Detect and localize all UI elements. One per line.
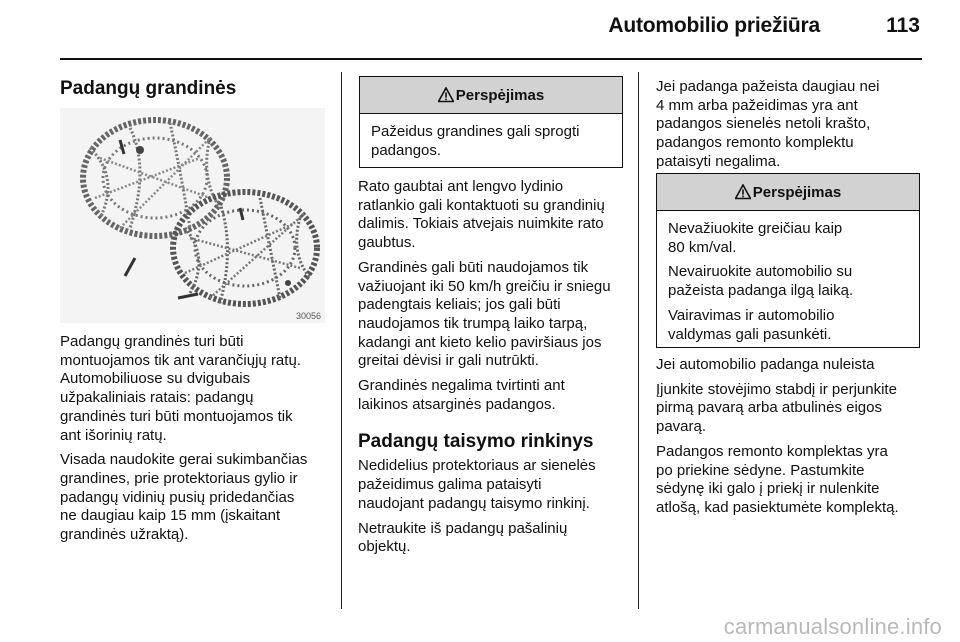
warning-title: Perspėjimas bbox=[752, 183, 842, 201]
warning-text: Vairavimas ir automobilio valdymas gali pasunkėti. bbox=[668, 306, 835, 343]
paragraph: Jei automobilio padanga nuleista bbox=[656, 356, 875, 373]
warning-text: Nevažiuokite greičiau kaip 80 km/val. bbox=[668, 220, 843, 256]
right-column-text bbox=[656, 356, 936, 524]
watermark: carmanualsonline.info bbox=[723, 614, 942, 639]
column-divider-right bbox=[638, 72, 639, 609]
column-divider-left bbox=[341, 72, 342, 609]
paragraph: Padangos remonto komplektas yra po priekine sėdyne. Pastumkite sėdynę iki galo į priekį ir nulenkite atlošą, kad pasiektumėte komplektą. bbox=[656, 442, 899, 516]
warning-title: Perspėjimas bbox=[455, 86, 545, 104]
warning-header bbox=[657, 174, 919, 211]
warning-text: Pažeidus grandines gali sprogti padangos. bbox=[371, 123, 580, 159]
paragraph: Netraukite iš padangų pašalinių objektų. bbox=[358, 519, 568, 556]
warning-triangle-icon bbox=[438, 87, 454, 103]
left-section-title: Padangų grandinės bbox=[60, 78, 237, 99]
section-title-repair-kit: Padangų taisymo rinkinys bbox=[358, 431, 594, 453]
paragraph: Jei padanga pažeista daugiau nei 4 mm arba pažeidimas yra ant padangos sienelės netoli krašto, padangos remonto komplektu pataisyti negalima. bbox=[656, 78, 880, 170]
right-column-intro bbox=[656, 78, 931, 178]
middle-column-text bbox=[358, 178, 633, 563]
warning-header bbox=[360, 77, 622, 114]
snow-chains-figure bbox=[60, 108, 325, 323]
paragraph: Įjunkite stovėjimo stabdį ir perjunkite pirmą pavarą arba atbulinės eigos pavarą. bbox=[656, 380, 897, 436]
header-rule bbox=[60, 58, 922, 60]
warning-box-chains bbox=[359, 76, 623, 168]
paragraph: Nedidelius protektoriaus ar sienelės pažeidimus galima pataisyti naudojant padangų taisymo rinkinį. bbox=[358, 457, 596, 512]
page-number: 113 bbox=[886, 14, 920, 37]
paragraph: Visada naudokite gerai sukimbančias grandines, prie protektoriaus gylio ir padangų vidinių pusių pridedančias ne daugiau kaip 15 mm (įskaitant grandinės užraktą). bbox=[60, 451, 308, 544]
warning-triangle-icon bbox=[735, 184, 751, 200]
warning-box-repair bbox=[656, 173, 920, 348]
warning-text: Nevairuokite automobilio su pažeista padanga ilgą laiką. bbox=[668, 263, 854, 300]
paragraph: Grandinės gali būti naudojamos tik važiuojant iki 50 km/h greičiu ir sniegu padengtais keliais; jos gali būti naudojamos tik trumpą laiko tarpą, kadangi ant kieto kelio paviršiaus jos greitai dėvisi ir gali nutrūkti. bbox=[358, 258, 611, 370]
figure-id: 30056 bbox=[295, 311, 321, 321]
paragraph: Grandinės negalima tvirtinti ant laikinos atsarginės padangos. bbox=[358, 377, 565, 413]
paragraph: Rato gaubtai ant lengvo lydinio ratlankio gali kontaktuoti su grandinių dalimis. Tokiais atvejais nuimkite rato gaubtus. bbox=[358, 178, 605, 252]
left-column-text bbox=[60, 333, 335, 551]
snow-chains-illustration bbox=[60, 108, 325, 323]
paragraph: Padangų grandinės turi būti montuojamos tik ant varančiųjų ratų. Automobiliuose su dvigubais užpakaliniais ratais: padangų grandinės turi būti montuojamos tik ant išorinių ratų. bbox=[60, 333, 301, 444]
header-title: Automobilio priežiūra bbox=[608, 14, 820, 37]
